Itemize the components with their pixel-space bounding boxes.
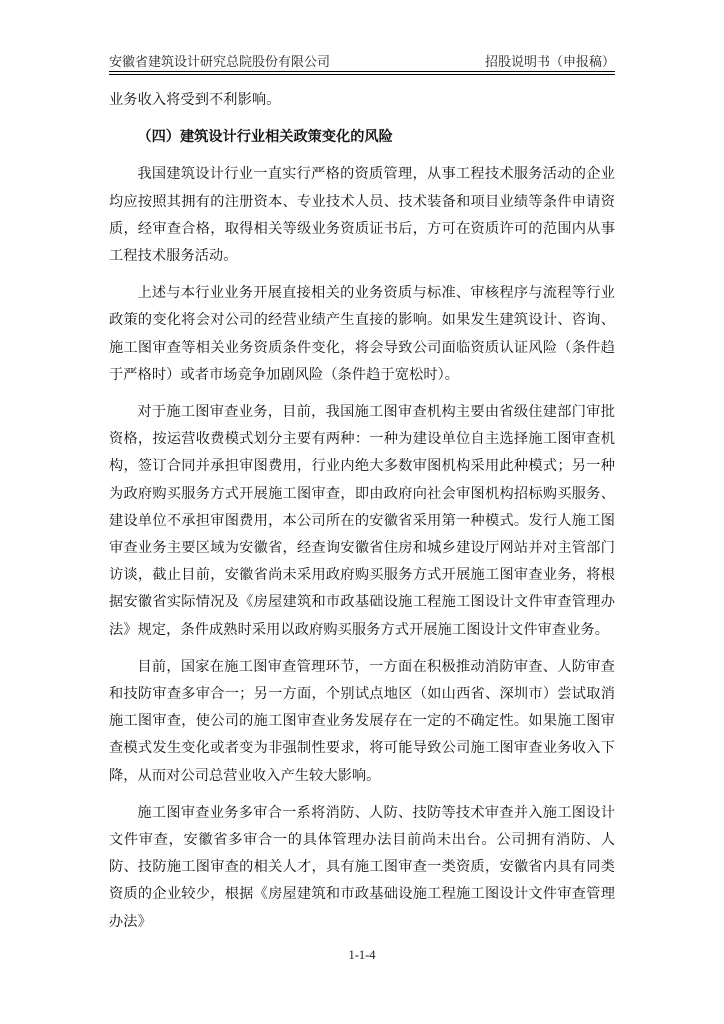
company-name: 安徽省建筑设计研究总院股份有限公司	[109, 54, 331, 70]
document-title: 招股说明书（申报稿）	[484, 54, 615, 70]
paragraph-3: 对于施工图审查业务，目前，我国施工图审查机构主要由省级住建部门审批资格，按运营收费模式划分主要有两种：一种为建设单位自主选择施工图审查机构，签订合同并承担审图费用，行业内绝大多数审图机构采用此种模式；另一种为政府购买服务方式开展施工图审查，即由政府向社会审图机构招标购买服务、建设单位不承担审图费用，本公司所在的安徽省采用第一种模式。发行人施工图审查业务主要区域为安徽省，经查询安徽省住房和城乡建设厅网站并对主管部门访谈，截止目前，安徽省尚未采用政府购买服务方式开展施工图审查业务，将根据安徽省实际情况及《房屋建筑和市政基础设施工程施工图设计文件审查管理办法》规定，条件成熟时采用以政府购买服务方式开展施工图设计文件审查业务。	[109, 404, 615, 638]
paragraph-4: 目前，国家在施工图审查管理环节，一方面在积极推动消防审查、人防审查和技防审查多审合一；另一方面，个别试点地区（如山西省、深圳市）尝试取消施工图审查，使公司的施工图审查业务发展存在一定的不确定性。如果施工图审查模式发生变化或者变为非强制性要求，将可能导致公司施工图审查业务收入下降，从而对公司总营业收入产生较大影响。	[109, 658, 615, 784]
page-body	[109, 87, 615, 936]
paragraph-5: 施工图审查业务多审合一系将消防、人防、技防等技术审查并入施工图设计文件审查，安徽省多审合一的具体管理办法目前尚未出台。公司拥有消防、人防、技防施工图审查的相关人才，具有施工图审查一类资质，安徽省内具有同类资质的企业较少，根据《房屋建筑和市政基础设施工程施工图设计文件审查管理办法》	[109, 804, 615, 930]
header-rule-thin	[109, 74, 615, 75]
header-rule	[109, 71, 615, 72]
section-heading: （四）建筑设计行业相关政策变化的风险	[137, 129, 393, 146]
page-header	[109, 48, 615, 72]
paragraph-continuation: 业务收入将受到不利影响。	[109, 92, 281, 108]
page-number: 1-1-4	[348, 948, 376, 962]
paragraph-2: 上述与本行业业务开展直接相关的业务资质与标准、审核程序与流程等行业政策的变化将会对公司的经营业绩产生直接的影响。如果发生建筑设计、咨询、施工图审查等相关业务资质条件变化，将会导致公司面临资质认证风险（条件趋于严格时）或者市场竞争加剧风险（条件趋于宽松时）。	[109, 285, 615, 383]
paragraph-1: 我国建筑设计行业一直实行严格的资质管理，从事工程技术服务活动的企业均应按照其拥有的注册资本、专业技术人员、技术装备和项目业绩等条件申请资质，经审查合格，取得相关等级业务资质证书后，方可在资质许可的范围内从事工程技术服务活动。	[109, 166, 615, 265]
